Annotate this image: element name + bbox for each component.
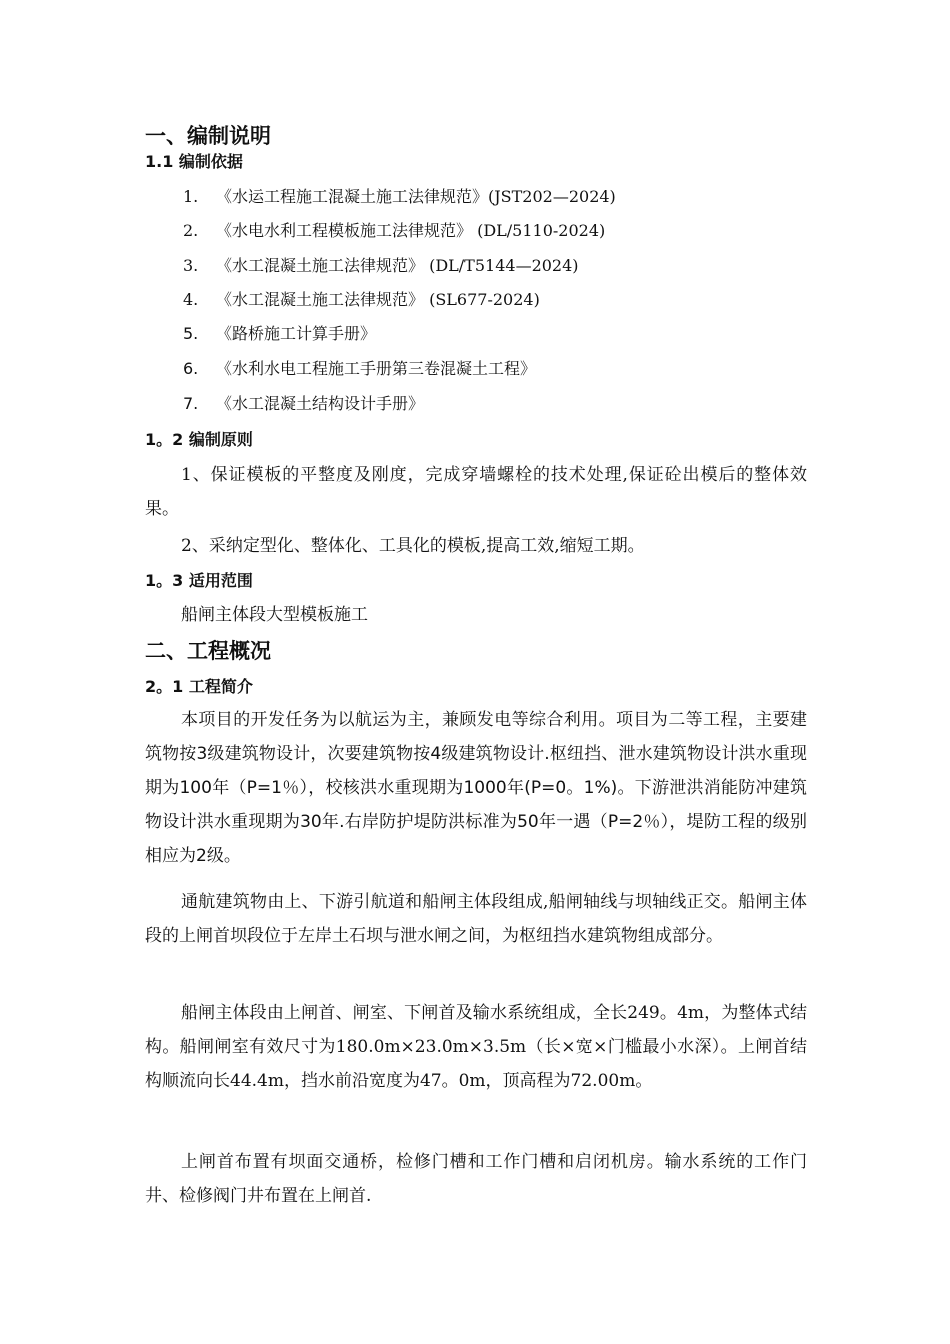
list-number: 5. bbox=[183, 324, 199, 343]
list-number: 7. bbox=[183, 394, 199, 413]
reference-item bbox=[183, 292, 540, 308]
subsection-1-1-heading: 1.1 编制依据 bbox=[145, 152, 243, 171]
body-paragraph: 1、保证模板的平整度及刚度，完成穿墙螺栓的技术处理,保证砼出模后的整体效果。 bbox=[145, 465, 807, 519]
body-paragraph: 上闸首布置有坝面交通桥，检修门槽和工作门槽和启闭机房。输水系统的工作门井、检修阀门井布置在上闸首. bbox=[145, 1152, 807, 1206]
list-text: 《水利水电工程施工手册第三卷混凝土工程》 bbox=[216, 359, 537, 378]
subsection-1-3-heading: 1。3 适用范围 bbox=[145, 571, 253, 590]
list-number: 1. bbox=[183, 187, 199, 206]
reference-item bbox=[183, 258, 579, 274]
list-text: 《水工混凝土施工法律规范》 (DL/T5144—2024) bbox=[216, 256, 579, 275]
list-text: 《水工混凝土施工法律规范》 (SL677-2024) bbox=[216, 290, 540, 309]
list-number: 4. bbox=[183, 290, 199, 309]
list-text: 《水运工程施工混凝土施工法律规范》(JST202—2024) bbox=[216, 187, 616, 206]
reference-item bbox=[183, 189, 616, 205]
body-paragraph: 通航建筑物由上、下游引航道和船闸主体段组成,船闸轴线与坝轴线正交。船闸主体段的上闸首坝段位于左岸土石坝与泄水闸之间，为枢纽挡水建筑物组成部分。 bbox=[145, 892, 807, 946]
list-text: 《路桥施工计算手册》 bbox=[216, 324, 377, 343]
list-number: 3. bbox=[183, 256, 199, 275]
subsection-2-1-heading: 2。1 工程简介 bbox=[145, 677, 253, 696]
list-text: 《水工混凝土结构设计手册》 bbox=[216, 394, 425, 413]
body-paragraph: 本项目的开发任务为以航运为主，兼顾发电等综合利用。项目为二等工程，主要建筑物按3级建筑物设计，次要建筑物按4级建筑物设计.枢纽挡、泄水建筑物设计洪水重现期为100年（P=1％），校核洪水重现期为1000年(P=0。1%)。下游泄洪消能防冲建筑物设计洪水重现期为30年.右岸防护堤防洪标准为50年一遇（P=2％），堤防工程的级别相应为2级。 bbox=[145, 710, 807, 866]
subsection-1-2-heading: 1。2 编制原则 bbox=[145, 430, 253, 449]
body-paragraph: 2、采纳定型化、整体化、工具化的模板,提高工效,缩短工期。 bbox=[181, 536, 645, 556]
reference-item bbox=[183, 326, 376, 342]
list-number: 2. bbox=[183, 221, 199, 240]
section2-heading: 二、工程概况 bbox=[145, 639, 271, 663]
reference-item bbox=[183, 361, 536, 377]
section1-heading: 一、编制说明 bbox=[145, 124, 271, 148]
list-number: 6. bbox=[183, 359, 199, 378]
reference-item bbox=[183, 223, 605, 239]
reference-item bbox=[183, 396, 424, 412]
body-paragraph: 船闸主体段大型模板施工 bbox=[181, 605, 368, 625]
body-paragraph: 船闸主体段由上闸首、闸室、下闸首及输水系统组成，全长249。4m，为整体式结构。船闸闸室有效尺寸为180.0m×23.0m×3.5m（长×宽×门槛最小水深）。上闸首结构顺流向长44.4m，挡水前沿宽度为47。0m，顶高程为72.00m。 bbox=[145, 1003, 807, 1091]
list-text: 《水电水利工程模板施工法律规范》 (DL/5110-2024) bbox=[216, 221, 606, 240]
